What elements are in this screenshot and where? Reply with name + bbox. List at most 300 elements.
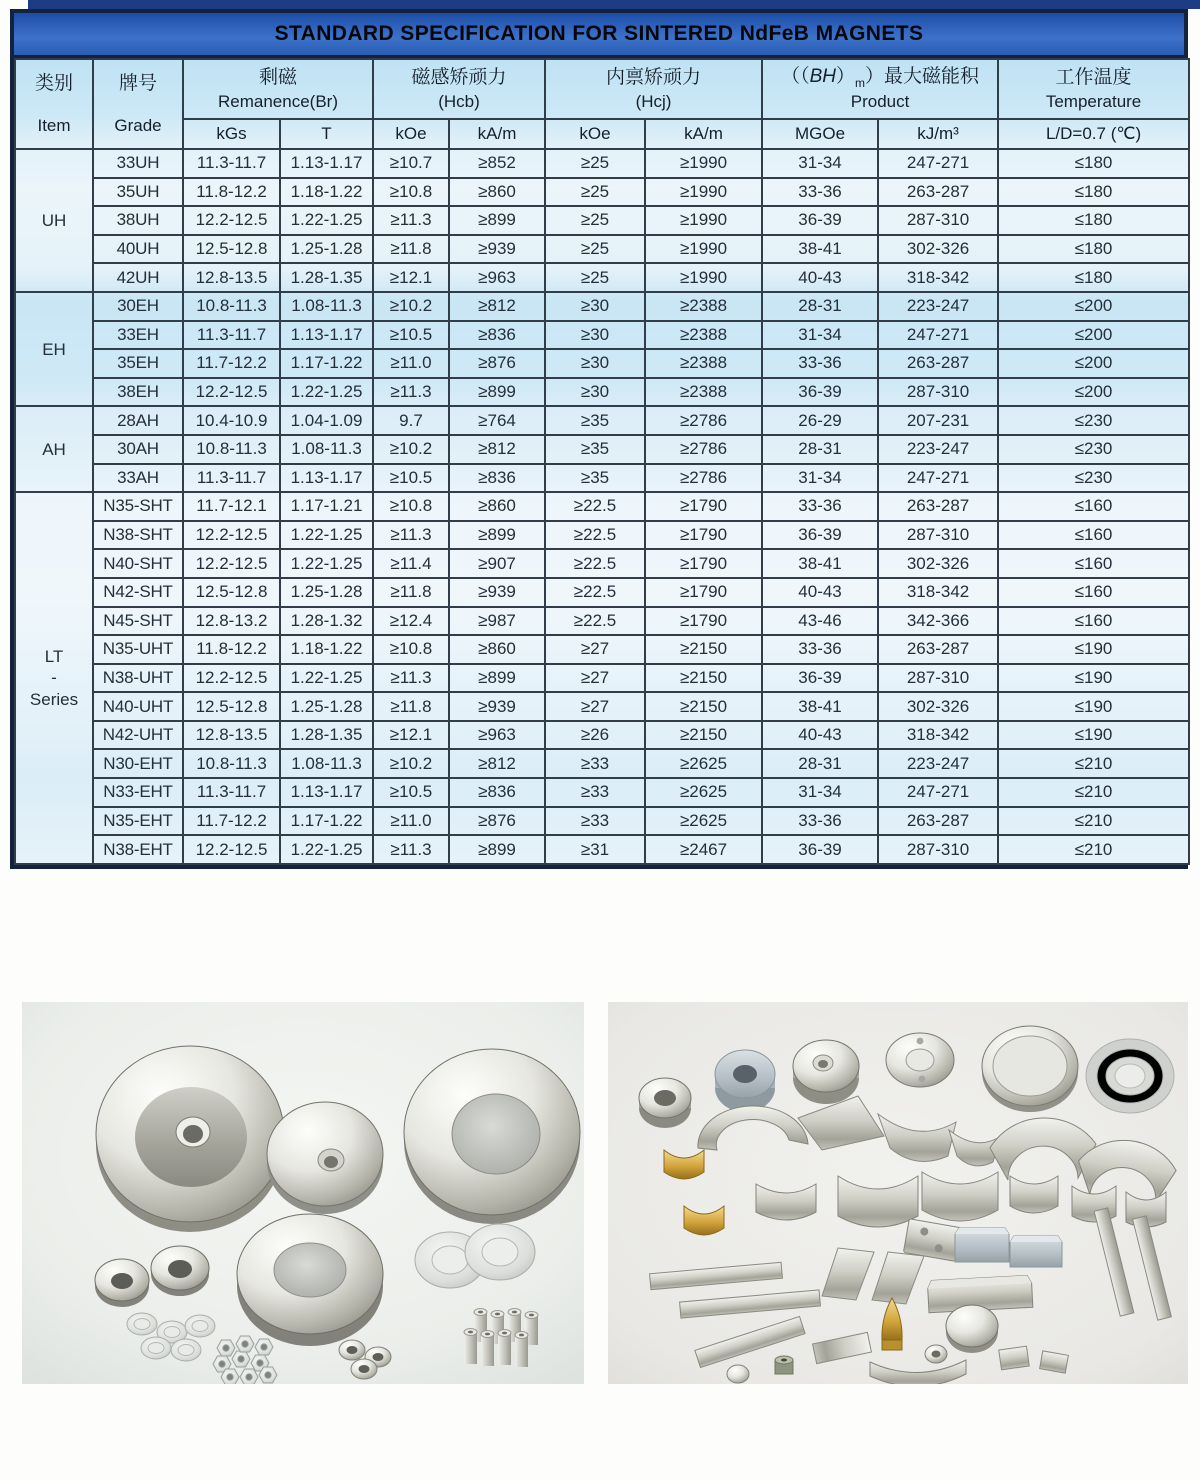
value-cell: 28-31 bbox=[762, 749, 878, 778]
grade-cell: N30-EHT bbox=[93, 749, 183, 778]
value-cell: ≥1990 bbox=[645, 149, 762, 178]
value-cell: ≥2150 bbox=[645, 635, 762, 664]
large-thin-ring-magnet bbox=[982, 1026, 1078, 1112]
value-cell: ≤180 bbox=[998, 235, 1189, 264]
value-cell: 1.17-1.22 bbox=[280, 807, 373, 836]
spec-row bbox=[15, 492, 1189, 521]
value-cell: 1.25-1.28 bbox=[280, 578, 373, 607]
value-cell: ≥1790 bbox=[645, 607, 762, 636]
disc-magnet-with-hole bbox=[267, 1102, 383, 1214]
grade-cell: 33UH bbox=[93, 149, 183, 178]
value-cell: ≥12.4 bbox=[373, 607, 449, 636]
unit-hcj-kam: kA/m bbox=[645, 119, 762, 149]
value-cell: 9.7 bbox=[373, 406, 449, 435]
value-cell: ≥1990 bbox=[645, 263, 762, 292]
value-cell: ≤160 bbox=[998, 607, 1189, 636]
value-cell: ≥2467 bbox=[645, 835, 762, 864]
grade-cell: 30EH bbox=[93, 292, 183, 321]
grade-cell: 38EH bbox=[93, 378, 183, 407]
spec-row bbox=[15, 149, 1189, 178]
value-cell: 1.22-1.25 bbox=[280, 521, 373, 550]
small-block-magnet bbox=[1040, 1351, 1069, 1373]
value-cell: ≤230 bbox=[998, 464, 1189, 493]
value-cell: 12.8-13.2 bbox=[183, 607, 280, 636]
value-cell: ≥10.2 bbox=[373, 749, 449, 778]
value-cell: ≥2150 bbox=[645, 664, 762, 693]
value-cell: ≥836 bbox=[449, 321, 545, 350]
value-cell: 40-43 bbox=[762, 721, 878, 750]
value-cell: ≥10.5 bbox=[373, 464, 449, 493]
value-cell: ≥35 bbox=[545, 464, 645, 493]
value-cell: ≥899 bbox=[449, 378, 545, 407]
value-cell: ≤180 bbox=[998, 149, 1189, 178]
value-cell: ≥1790 bbox=[645, 492, 762, 521]
grade-cell: N40-SHT bbox=[93, 549, 183, 578]
value-cell: ≥2388 bbox=[645, 321, 762, 350]
value-cell: 1.13-1.17 bbox=[280, 321, 373, 350]
value-cell: 1.08-11.3 bbox=[280, 292, 373, 321]
value-cell: 10.4-10.9 bbox=[183, 406, 280, 435]
page-title: STANDARD SPECIFICATION FOR SINTERED NdFeB MAGNETS bbox=[14, 13, 1184, 58]
col-header-product: $((BH)_m)$最大磁能积 Product bbox=[762, 59, 998, 119]
value-cell: 302-326 bbox=[878, 692, 998, 721]
spec-row bbox=[15, 378, 1189, 407]
value-cell: 1.17-1.22 bbox=[280, 349, 373, 378]
value-cell: ≥27 bbox=[545, 664, 645, 693]
value-cell: 11.7-12.2 bbox=[183, 807, 280, 836]
spec-row bbox=[15, 578, 1189, 607]
value-cell: ≤190 bbox=[998, 664, 1189, 693]
spec-row bbox=[15, 349, 1189, 378]
value-cell: 31-34 bbox=[762, 464, 878, 493]
unit-hcb-kam: kA/m bbox=[449, 119, 545, 149]
value-cell: ≥939 bbox=[449, 578, 545, 607]
value-cell: ≤210 bbox=[998, 778, 1189, 807]
grade-cell: 38UH bbox=[93, 206, 183, 235]
grade-cell: N35-UHT bbox=[93, 635, 183, 664]
col-header-temperature: 工作温度 Temperature bbox=[998, 59, 1189, 119]
value-cell: 1.13-1.17 bbox=[280, 149, 373, 178]
value-cell: 36-39 bbox=[762, 521, 878, 550]
value-cell: ≤180 bbox=[998, 178, 1189, 207]
value-cell: ≥764 bbox=[449, 406, 545, 435]
value-cell: ≥1790 bbox=[645, 578, 762, 607]
value-cell: 263-287 bbox=[878, 492, 998, 521]
value-cell: ≥27 bbox=[545, 635, 645, 664]
value-cell: 223-247 bbox=[878, 435, 998, 464]
value-cell: ≤230 bbox=[998, 406, 1189, 435]
value-cell: ≥1790 bbox=[645, 549, 762, 578]
value-cell: 12.8-13.5 bbox=[183, 721, 280, 750]
large-ring-magnet bbox=[404, 1049, 580, 1224]
value-cell: ≥876 bbox=[449, 807, 545, 836]
value-cell: 11.8-12.2 bbox=[183, 635, 280, 664]
flat-ring-two-holes bbox=[886, 1033, 954, 1087]
spec-row bbox=[15, 835, 1189, 864]
product-photos bbox=[0, 1002, 1200, 1384]
value-cell: 287-310 bbox=[878, 664, 998, 693]
value-cell: 263-287 bbox=[878, 807, 998, 836]
value-cell: 28-31 bbox=[762, 435, 878, 464]
countersunk-pot-magnet bbox=[96, 1046, 284, 1232]
value-cell: 318-342 bbox=[878, 578, 998, 607]
value-cell: 1.22-1.25 bbox=[280, 664, 373, 693]
value-cell: 11.3-11.7 bbox=[183, 464, 280, 493]
value-cell: ≥907 bbox=[449, 549, 545, 578]
value-cell: 12.2-12.5 bbox=[183, 378, 280, 407]
value-cell: ≥30 bbox=[545, 321, 645, 350]
thick-disc-magnet bbox=[793, 1040, 859, 1104]
spec-table-body bbox=[15, 149, 1189, 864]
value-cell: 1.04-1.09 bbox=[280, 406, 373, 435]
spec-row bbox=[15, 607, 1189, 636]
value-cell: ≥35 bbox=[545, 406, 645, 435]
value-cell: ≥939 bbox=[449, 692, 545, 721]
grade-cell: 35UH bbox=[93, 178, 183, 207]
small-block-magnet bbox=[999, 1346, 1030, 1370]
value-cell: ≥35 bbox=[545, 435, 645, 464]
spec-row bbox=[15, 721, 1189, 750]
value-cell: ≥11.0 bbox=[373, 807, 449, 836]
spec-row bbox=[15, 321, 1189, 350]
grade-cell: N38-SHT bbox=[93, 521, 183, 550]
value-cell: ≥25 bbox=[545, 178, 645, 207]
value-cell: 11.7-12.2 bbox=[183, 349, 280, 378]
value-cell: ≥963 bbox=[449, 263, 545, 292]
value-cell: 36-39 bbox=[762, 664, 878, 693]
spec-row bbox=[15, 206, 1189, 235]
value-cell: ≥899 bbox=[449, 835, 545, 864]
value-cell: ≥30 bbox=[545, 292, 645, 321]
small-ring-magnet bbox=[95, 1259, 149, 1307]
value-cell: ≥987 bbox=[449, 607, 545, 636]
unit-mgoe: MGOe bbox=[762, 119, 878, 149]
item-group-label-lt: LT - Series bbox=[15, 492, 93, 864]
grade-cell: N45-SHT bbox=[93, 607, 183, 636]
value-cell: ≥1990 bbox=[645, 206, 762, 235]
value-cell: 12.8-13.5 bbox=[183, 263, 280, 292]
value-cell: ≤210 bbox=[998, 835, 1189, 864]
value-cell: ≥25 bbox=[545, 206, 645, 235]
value-cell: 247-271 bbox=[878, 321, 998, 350]
value-cell: ≥33 bbox=[545, 778, 645, 807]
value-cell: ≥22.5 bbox=[545, 578, 645, 607]
value-cell: ≥899 bbox=[449, 664, 545, 693]
grade-cell: N35-EHT bbox=[93, 807, 183, 836]
gray-block-magnet bbox=[1010, 1236, 1062, 1267]
value-cell: 36-39 bbox=[762, 835, 878, 864]
unit-ld-temp: L/D=0.7 (℃) bbox=[998, 119, 1189, 149]
value-cell: ≥11.3 bbox=[373, 521, 449, 550]
value-cell: 1.18-1.22 bbox=[280, 635, 373, 664]
value-cell: 33-36 bbox=[762, 635, 878, 664]
value-cell: 287-310 bbox=[878, 835, 998, 864]
item-group-label-uh: UH bbox=[15, 149, 93, 292]
scan-edge-strip bbox=[28, 0, 1200, 9]
value-cell: ≤160 bbox=[998, 521, 1189, 550]
value-cell: ≥2388 bbox=[645, 349, 762, 378]
grade-cell: 33EH bbox=[93, 321, 183, 350]
value-cell: 1.28-1.35 bbox=[280, 721, 373, 750]
value-cell: 10.8-11.3 bbox=[183, 749, 280, 778]
value-cell: 12.2-12.5 bbox=[183, 835, 280, 864]
grade-cell: N38-UHT bbox=[93, 664, 183, 693]
value-cell: ≥11.8 bbox=[373, 235, 449, 264]
value-cell: ≥2786 bbox=[645, 435, 762, 464]
unit-hcj-koe: kOe bbox=[545, 119, 645, 149]
value-cell: 11.8-12.2 bbox=[183, 178, 280, 207]
value-cell: 1.13-1.17 bbox=[280, 778, 373, 807]
spec-row bbox=[15, 292, 1189, 321]
spec-row bbox=[15, 807, 1189, 836]
tiny-disc-magnet bbox=[727, 1365, 749, 1383]
value-cell: 287-310 bbox=[878, 206, 998, 235]
value-cell: 12.2-12.5 bbox=[183, 206, 280, 235]
value-cell: ≤180 bbox=[998, 206, 1189, 235]
assorted-magnet-shapes-photo bbox=[608, 1002, 1188, 1384]
value-cell: ≥812 bbox=[449, 292, 545, 321]
value-cell: 40-43 bbox=[762, 263, 878, 292]
spec-row bbox=[15, 178, 1189, 207]
value-cell: 318-342 bbox=[878, 721, 998, 750]
value-cell: ≥899 bbox=[449, 206, 545, 235]
spec-row bbox=[15, 406, 1189, 435]
value-cell: 31-34 bbox=[762, 149, 878, 178]
value-cell: ≥11.8 bbox=[373, 692, 449, 721]
value-cell: ≥899 bbox=[449, 521, 545, 550]
spec-table-frame bbox=[10, 9, 1188, 869]
value-cell: 1.08-11.3 bbox=[280, 435, 373, 464]
value-cell: ≥10.7 bbox=[373, 149, 449, 178]
value-cell: 302-326 bbox=[878, 549, 998, 578]
value-cell: 26-29 bbox=[762, 406, 878, 435]
round-nickel-magnets-photo bbox=[22, 1002, 584, 1384]
grade-cell: 28AH bbox=[93, 406, 183, 435]
value-cell: ≥10.8 bbox=[373, 492, 449, 521]
value-cell: ≥836 bbox=[449, 778, 545, 807]
unit-t: T bbox=[280, 119, 373, 149]
value-cell: ≥2150 bbox=[645, 692, 762, 721]
value-cell: ≥25 bbox=[545, 235, 645, 264]
value-cell: ≥12.1 bbox=[373, 263, 449, 292]
value-cell: 1.18-1.22 bbox=[280, 178, 373, 207]
value-cell: ≥2388 bbox=[645, 292, 762, 321]
value-cell: ≥33 bbox=[545, 749, 645, 778]
value-cell: ≥2786 bbox=[645, 464, 762, 493]
value-cell: ≤160 bbox=[998, 492, 1189, 521]
value-cell: ≤190 bbox=[998, 692, 1189, 721]
value-cell: ≥860 bbox=[449, 635, 545, 664]
spec-row bbox=[15, 635, 1189, 664]
value-cell: 11.3-11.7 bbox=[183, 149, 280, 178]
value-cell: ≥2625 bbox=[645, 807, 762, 836]
value-cell: 11.7-12.1 bbox=[183, 492, 280, 521]
value-cell: ≤200 bbox=[998, 378, 1189, 407]
value-cell: 1.22-1.25 bbox=[280, 378, 373, 407]
value-cell: 38-41 bbox=[762, 692, 878, 721]
value-cell: 38-41 bbox=[762, 549, 878, 578]
value-cell: 12.2-12.5 bbox=[183, 521, 280, 550]
value-cell: 1.22-1.25 bbox=[280, 549, 373, 578]
value-cell: 247-271 bbox=[878, 149, 998, 178]
value-cell: ≥10.8 bbox=[373, 178, 449, 207]
value-cell: 40-43 bbox=[762, 578, 878, 607]
value-cell: ≥10.5 bbox=[373, 321, 449, 350]
value-cell: 223-247 bbox=[878, 292, 998, 321]
value-cell: 342-366 bbox=[878, 607, 998, 636]
flat-washer-rings bbox=[1086, 1039, 1174, 1113]
spec-row bbox=[15, 464, 1189, 493]
value-cell: ≥876 bbox=[449, 349, 545, 378]
grade-cell: N42-UHT bbox=[93, 721, 183, 750]
value-cell: 12.5-12.8 bbox=[183, 578, 280, 607]
value-cell: 1.28-1.32 bbox=[280, 607, 373, 636]
value-cell: ≥860 bbox=[449, 492, 545, 521]
value-cell: 1.08-11.3 bbox=[280, 749, 373, 778]
grade-cell: N42-SHT bbox=[93, 578, 183, 607]
value-cell: ≥2786 bbox=[645, 406, 762, 435]
value-cell: 31-34 bbox=[762, 321, 878, 350]
value-cell: ≥1990 bbox=[645, 178, 762, 207]
item-group-label-ah: AH bbox=[15, 406, 93, 492]
spec-row bbox=[15, 549, 1189, 578]
value-cell: 287-310 bbox=[878, 521, 998, 550]
value-cell: 11.3-11.7 bbox=[183, 778, 280, 807]
value-cell: 1.28-1.35 bbox=[280, 263, 373, 292]
grade-cell: 40UH bbox=[93, 235, 183, 264]
value-cell: ≥11.3 bbox=[373, 378, 449, 407]
unit-hcb-koe: kOe bbox=[373, 119, 449, 149]
value-cell: 10.8-11.3 bbox=[183, 292, 280, 321]
value-cell: ≥10.8 bbox=[373, 635, 449, 664]
hex-nut-cluster bbox=[213, 1336, 277, 1384]
value-cell: ≤200 bbox=[998, 349, 1189, 378]
value-cell: ≤160 bbox=[998, 549, 1189, 578]
value-cell: 12.5-12.8 bbox=[183, 235, 280, 264]
col-header-hcj: 内禀矫顽力 (Hcj) bbox=[545, 59, 762, 119]
value-cell: ≤200 bbox=[998, 292, 1189, 321]
col-header-item: 类别 Item bbox=[15, 59, 93, 149]
value-cell: 33-36 bbox=[762, 807, 878, 836]
value-cell: ≥11.3 bbox=[373, 835, 449, 864]
spec-row bbox=[15, 435, 1189, 464]
value-cell: 263-287 bbox=[878, 349, 998, 378]
grade-cell: 42UH bbox=[93, 263, 183, 292]
value-cell: ≥30 bbox=[545, 349, 645, 378]
value-cell: ≥11.0 bbox=[373, 349, 449, 378]
value-cell: ≥939 bbox=[449, 235, 545, 264]
grade-cell: 35EH bbox=[93, 349, 183, 378]
unit-kgs: kGs bbox=[183, 119, 280, 149]
value-cell: 31-34 bbox=[762, 778, 878, 807]
value-cell: ≥31 bbox=[545, 835, 645, 864]
small-ring-magnet bbox=[151, 1246, 209, 1296]
value-cell: 36-39 bbox=[762, 206, 878, 235]
value-cell: ≤210 bbox=[998, 807, 1189, 836]
value-cell: ≥2388 bbox=[645, 378, 762, 407]
value-cell: ≥812 bbox=[449, 435, 545, 464]
value-cell: ≥1990 bbox=[645, 235, 762, 264]
value-cell: ≥2150 bbox=[645, 721, 762, 750]
value-cell: ≥11.8 bbox=[373, 578, 449, 607]
tiny-ring-magnet bbox=[925, 1345, 947, 1363]
value-cell: 247-271 bbox=[878, 778, 998, 807]
grade-cell: 30AH bbox=[93, 435, 183, 464]
spec-row bbox=[15, 692, 1189, 721]
grade-cell: 33AH bbox=[93, 464, 183, 493]
gray-block-magnet bbox=[955, 1228, 1009, 1262]
value-cell: 43-46 bbox=[762, 607, 878, 636]
value-cell: 33-36 bbox=[762, 492, 878, 521]
value-cell: 1.25-1.28 bbox=[280, 235, 373, 264]
value-cell: 1.17-1.21 bbox=[280, 492, 373, 521]
value-cell: ≥2625 bbox=[645, 749, 762, 778]
value-cell: 38-41 bbox=[762, 235, 878, 264]
value-cell: ≥11.3 bbox=[373, 206, 449, 235]
value-cell: ≥11.3 bbox=[373, 664, 449, 693]
value-cell: 318-342 bbox=[878, 263, 998, 292]
spec-row bbox=[15, 749, 1189, 778]
value-cell: ≥22.5 bbox=[545, 521, 645, 550]
spec-row bbox=[15, 235, 1189, 264]
value-cell: ≥22.5 bbox=[545, 549, 645, 578]
value-cell: 287-310 bbox=[878, 378, 998, 407]
grade-cell: N38-EHT bbox=[93, 835, 183, 864]
value-cell: ≥11.4 bbox=[373, 549, 449, 578]
value-cell: ≥1790 bbox=[645, 521, 762, 550]
value-cell: ≥836 bbox=[449, 464, 545, 493]
value-cell: 223-247 bbox=[878, 749, 998, 778]
value-cell: ≥22.5 bbox=[545, 607, 645, 636]
value-cell: 33-36 bbox=[762, 349, 878, 378]
value-cell: ≥852 bbox=[449, 149, 545, 178]
value-cell: 302-326 bbox=[878, 235, 998, 264]
col-header-hcb: 磁感矫顽力 (Hcb) bbox=[373, 59, 545, 119]
value-cell: ≥10.2 bbox=[373, 435, 449, 464]
value-cell: ≥812 bbox=[449, 749, 545, 778]
cylinder-magnet-bundle bbox=[464, 1309, 538, 1368]
value-cell: 1.22-1.25 bbox=[280, 206, 373, 235]
item-group-label-eh: EH bbox=[15, 292, 93, 406]
value-cell: ≤210 bbox=[998, 749, 1189, 778]
value-cell: 12.5-12.8 bbox=[183, 692, 280, 721]
grade-cell: N40-UHT bbox=[93, 692, 183, 721]
value-cell: 1.13-1.17 bbox=[280, 464, 373, 493]
value-cell: ≥30 bbox=[545, 378, 645, 407]
value-cell: 1.22-1.25 bbox=[280, 835, 373, 864]
value-cell: 28-31 bbox=[762, 292, 878, 321]
donut-ring-magnet bbox=[237, 1214, 383, 1346]
grade-cell: N33-EHT bbox=[93, 778, 183, 807]
small-thick-ring-magnet bbox=[639, 1078, 691, 1128]
value-cell: ≤190 bbox=[998, 721, 1189, 750]
value-cell: 10.8-11.3 bbox=[183, 435, 280, 464]
value-cell: 33-36 bbox=[762, 178, 878, 207]
value-cell: ≥860 bbox=[449, 178, 545, 207]
grade-cell: N35-SHT bbox=[93, 492, 183, 521]
spec-row bbox=[15, 521, 1189, 550]
value-cell: 36-39 bbox=[762, 378, 878, 407]
value-cell: ≤160 bbox=[998, 578, 1189, 607]
value-cell: ≥12.1 bbox=[373, 721, 449, 750]
value-cell: ≥2625 bbox=[645, 778, 762, 807]
value-cell: ≥27 bbox=[545, 692, 645, 721]
value-cell: ≥25 bbox=[545, 149, 645, 178]
value-cell: ≥26 bbox=[545, 721, 645, 750]
value-cell: 11.3-11.7 bbox=[183, 321, 280, 350]
value-cell: ≥10.2 bbox=[373, 292, 449, 321]
value-cell: 247-271 bbox=[878, 464, 998, 493]
